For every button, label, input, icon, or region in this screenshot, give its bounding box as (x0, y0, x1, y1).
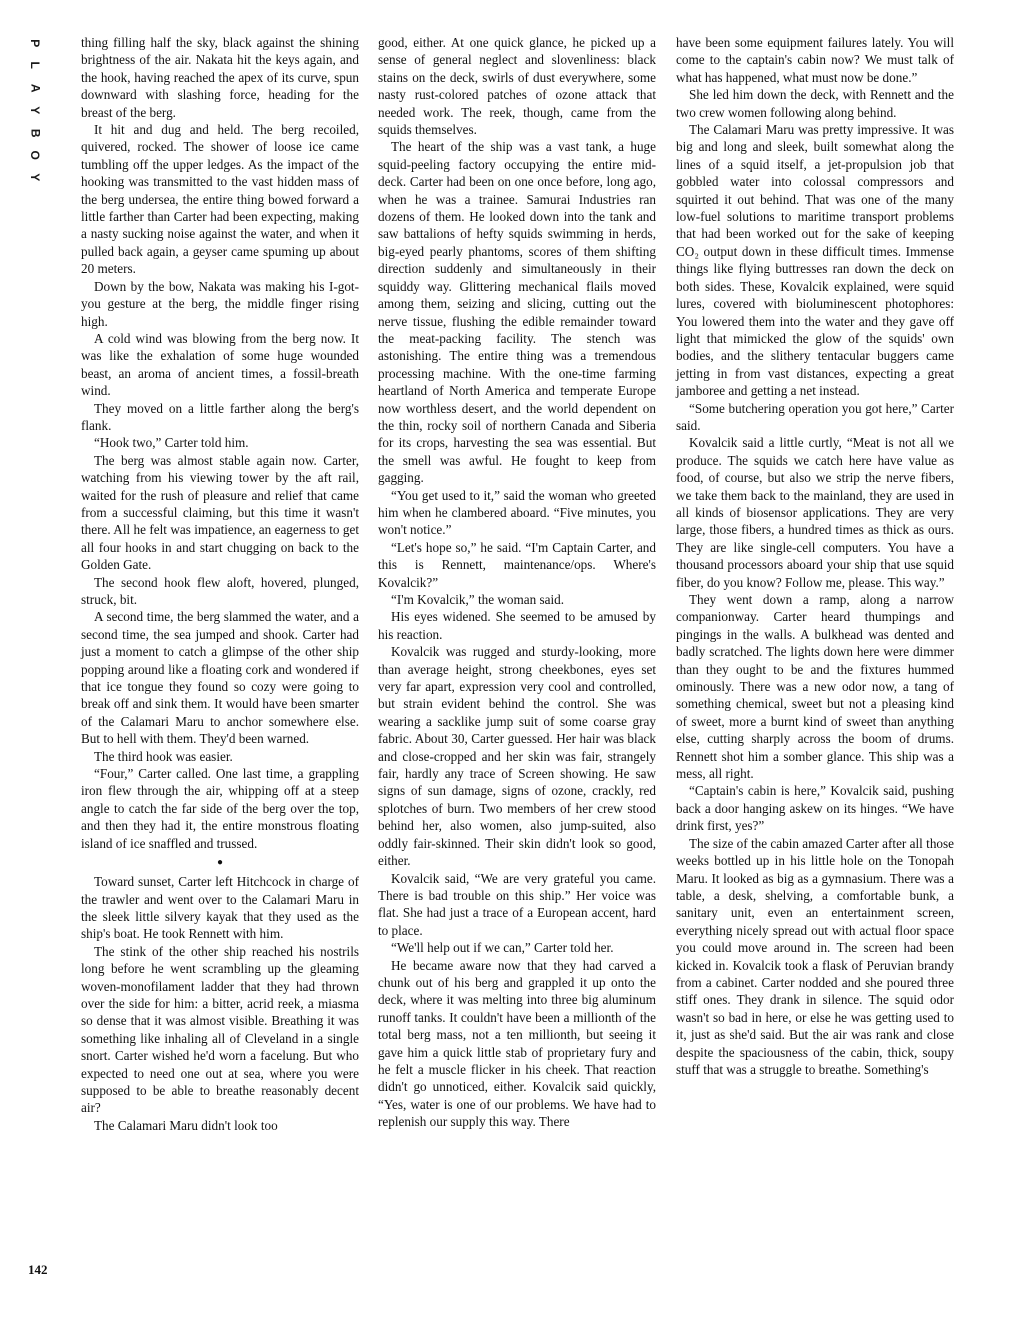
paragraph: They moved on a little farther along the berg's flank. (81, 400, 359, 433)
masthead-letter: Y (28, 106, 43, 115)
paragraph: “Captain's cabin is here,” Kovalcik said, pushing back a door hanging askew on its hinges. “We have drink first, yes?” (676, 783, 954, 834)
masthead-letter: Y (28, 173, 43, 182)
paragraph: A second time, the berg slammed the water, and a second time, the sea jumped and shook. Carter had just a moment to catch a glimpse of the other ship popping around like a floating cork and wondered if that ice tongue they found so cozy were going to break off and sink them. It would have been smarter of the Calamari Maru to anchor somewhere else. But to hell with them. They'd been warned. (81, 609, 359, 747)
paragraph: The second hook flew aloft, hovered, plunged, struck, bit. (81, 574, 359, 607)
paragraph: “Four,” Carter called. One last time, a grappling iron flew through the air, whipping off at a steep angle to catch the far side of the berg over the top, and then they had it, the entire monstrous floating island of ice snaffled and trussed. (81, 766, 359, 851)
paragraph: The berg was almost stable again now. Carter, watching from his viewing tower by the aft rail, waited for the rush of pleasure and relief that came from a successful claiming, but this time it wasn't there. All he felt was impatience, an eagerness to get all four hooks in and start chugging on back to the Golden Gate. (81, 452, 359, 573)
paragraph: The third hook was easier. (94, 748, 233, 764)
paragraph: The Calamari Maru was pretty impressive. It was big and long and sleek, built somewhat along the lines of a squid itself, a jet-propulsion job that gobbled water into colossal compressors and squirted it out behind. That was one of the many low-fuel solutions to maritime transport problems that had been worked out for the sake of keeping CO₂ output down in these difficult times. Immense things like flying buttresses ran down the deck on both sides. These, Kovalcik explained, were squid lures, covered with bioluminescent photophores: You lowered them into the water and they gave off light that mimicked the glow of the squids' own bodies, and the slithery tentacular buggers came jetting in from vast distances, expecting a great jamboree and getting a net instead. (676, 122, 954, 399)
masthead-letter: O (28, 150, 43, 160)
paragraph: The heart of the ship was a vast tank, a huge squid-peeling factory occupying the entire mid-deck. Carter had been on one once before, long ago, when he was a trainee. Samurai Industries ran dozens of them. He looked down into the tank and saw battalions of hefty squids swimming in herds, big-eyed pearly phantoms, scores of them shifting direction suddenly and simultaneously in their squiddy way. Glittering mechanical flails moved among them, seizing and slicing, cutting out the nerve tissue, flushing the edible remainder toward the meat-packing facility. The stench was astonishing. The entire thing was a tremendous processing machine. With the one-time farming heartland of North America and temperate Europe now worthless desert, and the world dependent on the thin, rocky soil of northern Canada and Siberia for its crops, harvesting the sea was essential. But the smell was awful. He fought to keep from gagging. (378, 139, 656, 486)
paragraph: “Hook two,” Carter told him. (94, 435, 249, 451)
paragraph: The size of the cabin amazed Carter after all those weeks bottled up in his little hole on the Tonopah Maru. It looked as big as a gymnasium. There was a table, a desk, shelving, a comfortable bunk, a sanitary unit, even an entertainment screen, everything nicely spread out with actual floor space you could move around in. The screen had been kicked in. Kovalcik took a flask of Peruvian brandy from a cabinet. Carter nodded and she poured three stiff ones. They drank in silence. The squid odor wasn't so bad in here, or else he was getting used to it, just as she'd said. But the air was rank and close despite the spaciousness of the cabin, thick, soupy stuff that was a struggle to breathe. Something's (676, 835, 954, 1077)
paragraph: Kovalcik said a little curtly, “Meat is not all we produce. The squids we catch here have value as food, of course, but also we strip the nerve fibers, we take them back to the mainland, they are used in all kinds of biosensor applications. They are very large, those fibers, a hundred times as thick as ours. They are like single-cell computers. You have a thousand processors aboard your ship that use squid fiber, do you know? Follow me, please. This way.” (676, 435, 954, 590)
masthead-letter: B (28, 128, 43, 138)
text-column-2 (378, 34, 656, 1131)
paragraph: His eyes widened. She seemed to be amused by his reaction. (378, 609, 656, 642)
masthead-letter: L (28, 61, 43, 70)
text-column-1 (81, 34, 359, 1134)
masthead-letter: P (28, 39, 43, 48)
paragraph: They went down a ramp, along a narrow companionway. Carter heard thumpings and pingings in the walls. A bulkhead was dented and badly scratched. The lights down here were dimmer than they ought to be and the fixtures hummed ominously. There was a new odor now, a tang of something chemical, sweet but not a pleasing kind of sweet, more a burnt kind of sweet than anything else, cutting sharply across the boom of drums. Rennett shot him a somber glance. This ship was a mess, all right. (676, 592, 954, 782)
section-break-bullet: ● (216, 857, 224, 869)
text-column-3 (676, 34, 954, 1078)
paragraph: “Some butchering operation you got here,” Carter said. (676, 400, 954, 433)
paragraph: Kovalcik was rugged and sturdy-looking, more than average height, strong cheekbones, eyes set very far apart, expression very cool and controlled, but strain evident behind the control. She was wearing a sacklike jump suit of some coarse gray fabric. About 30, Carter guessed. Her hair was black and close-cropped and her skin was fair, strangely fair, hardly any trace of Screen showing. He saw signs of sun damage, signs of ozone, crackly, red splotches of burn. Two members of her crew stood behind her, also women, also jump-suited, also oddly fair-skinned. Their skin didn't look so good, either. (378, 644, 656, 869)
paragraph: Down by the bow, Nakata was making his I-got-you gesture at the berg, the middle finger rising high. (81, 278, 359, 329)
paragraph: He became aware now that they had carved a chunk out of his berg and grappled it up onto the deck, where it was melting into three big aluminum runoff tanks. It couldn't have been a millionth of the total berg mass, not a ten millionth, but seeing it gave him a quick little stab of proprietary fury and he felt a muscle flicker in his cheek. That reaction didn't go unnoticed, either. Kovalcik said quickly, “Yes, water is one of our problems. We have had to replenish our supply this way. There (378, 957, 656, 1130)
paragraph: Toward sunset, Carter left Hitchcock in charge of the trawler and went over to the Calamari Maru in the sleek little silvery kayak that they used as the ship's boat. He took Rennett with him. (81, 874, 359, 942)
paragraph: good, either. At one quick glance, he picked up a sense of general neglect and slovenliness: black stains on the deck, swirls of dust everywhere, some nasty rust-colored patches of ozone attack that needed work. The reek, though, came from the squids themselves. (378, 35, 656, 138)
paragraph: A cold wind was blowing from the berg now. It was like the exhalation of some huge wounded beast, an aroma of ancient times, a fossil-breath wind. (81, 330, 359, 399)
paragraph: It hit and dug and held. The berg recoiled, quivered, rocked. The shower of loose ice came tumbling off the upper ledges. As the impact of the hooking was transmitted to the vast hidden mass of the berg undersea, the entire thing bowed forward a little farther than Carter had been expecting, making a nasty sucking noise against the water, and when it pulled back again, a geyser came spuming up about 20 meters. (81, 122, 359, 277)
paragraph: “Let's hope so,” he said. “I'm Captain Carter, and this is Rennett, maintenance/ops. Where's Kovalcik?” (378, 539, 656, 590)
paragraph: “You get used to it,” said the woman who greeted him when he clambered aboard. “Five minutes, you won't notice.” (378, 487, 656, 538)
paragraph: The stink of the other ship reached his nostrils long before he went scrambling up the gleaming woven-monofilament ladder that they had thrown over the side for him: a bitter, acrid reek, a miasma so dense that it was almost visible. Breathing it was something like inhaling all of Cleveland in a single snort. Carter wished he'd worn a facelung. But who expected to need one out at sea, where you were supposed to be able to breathe reasonably decent air? (81, 943, 359, 1116)
paragraph: have been some equipment failures lately. You will come to the captain's cabin now? We must talk of what has happened, what must now be done.” (676, 35, 954, 85)
paragraph: She led him down the deck, with Rennett and the two crew women following along behind. (676, 87, 954, 120)
paragraph: “We'll help out if we can,” Carter told her. (391, 940, 614, 956)
paragraph: Kovalcik said, “We are very grateful you came. There is bad trouble on this ship.” Her voice was flat. She had just a trace of a European accent, hard to place. (378, 870, 656, 938)
page-number: 142 (28, 1262, 48, 1277)
magazine-masthead (24, 32, 46, 189)
masthead-letter: A (28, 83, 43, 93)
paragraph: The Calamari Maru didn't look too (94, 1117, 278, 1133)
paragraph: “I'm Kovalcik,” the woman said. (391, 592, 565, 607)
paragraph: thing filling half the sky, black against the shining brightness of the air. Nakata hit the keys again, and the hook, having reached the apex of its curve, spun downward with slashing force, heading for the breast of the berg. (81, 35, 359, 120)
